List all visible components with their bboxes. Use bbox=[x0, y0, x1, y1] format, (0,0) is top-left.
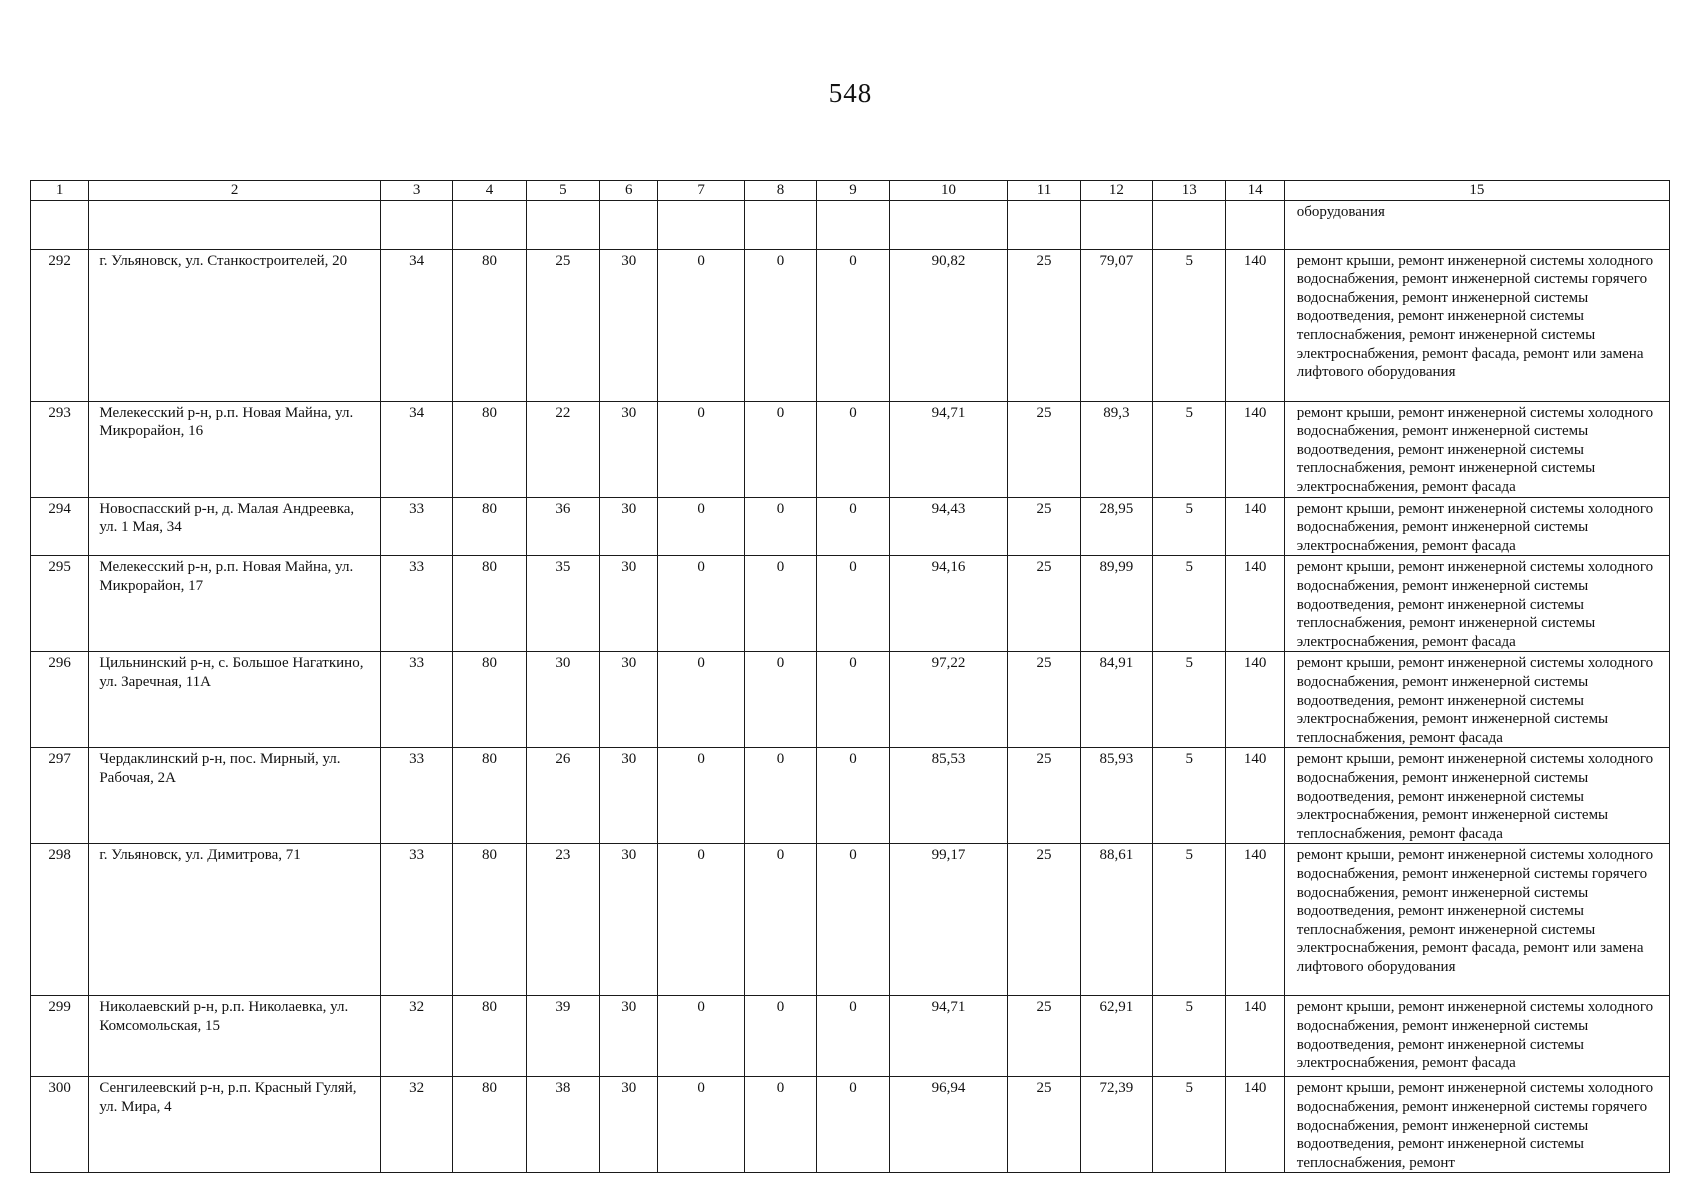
row-number: 300 bbox=[31, 1077, 89, 1173]
column-header: 4 bbox=[453, 181, 526, 201]
value-col-12: 88,61 bbox=[1080, 844, 1152, 996]
value-col-7: 0 bbox=[658, 844, 744, 996]
value-col-13: 5 bbox=[1153, 497, 1226, 556]
value-col-9: 0 bbox=[817, 1077, 889, 1173]
value-col-13: 5 bbox=[1153, 748, 1226, 844]
row-number: 298 bbox=[31, 844, 89, 996]
value-col-6: 30 bbox=[600, 844, 658, 996]
column-header: 8 bbox=[744, 181, 816, 201]
value-col-12: 72,39 bbox=[1080, 1077, 1152, 1173]
value-col-3: 32 bbox=[380, 1077, 452, 1173]
value-col-10: 94,71 bbox=[889, 996, 1008, 1077]
value-col-4: 80 bbox=[453, 996, 526, 1077]
column-header: 6 bbox=[600, 181, 658, 201]
value-col-8: 0 bbox=[744, 1077, 816, 1173]
value-col-13: 5 bbox=[1153, 996, 1226, 1077]
value-col-7: 0 bbox=[658, 556, 744, 652]
value-col-5: 23 bbox=[526, 844, 599, 996]
value-col-7: 0 bbox=[658, 996, 744, 1077]
value-col-9: 0 bbox=[817, 401, 889, 497]
value-col-6: 30 bbox=[600, 996, 658, 1077]
address: Николаевский р-н, р.п. Николаевка, ул. Комсомольская, 15 bbox=[89, 996, 381, 1077]
value-col-9: 0 bbox=[817, 652, 889, 748]
value-col-11: 25 bbox=[1008, 748, 1080, 844]
value-col-9: 0 bbox=[817, 556, 889, 652]
value-col-13: 5 bbox=[1153, 556, 1226, 652]
value-col-6: 30 bbox=[600, 748, 658, 844]
value-col-11: 25 bbox=[1008, 497, 1080, 556]
row-number: 299 bbox=[31, 996, 89, 1077]
value-col-14: 140 bbox=[1226, 401, 1284, 497]
value-col-11: 25 bbox=[1008, 249, 1080, 401]
value-col-7: 0 bbox=[658, 652, 744, 748]
value-col-11: 25 bbox=[1008, 996, 1080, 1077]
address: г. Ульяновск, ул. Димитрова, 71 bbox=[89, 844, 381, 996]
value-col-3: 33 bbox=[380, 652, 452, 748]
value-col-8: 0 bbox=[744, 996, 816, 1077]
column-number-row bbox=[31, 181, 1670, 201]
column-header: 12 bbox=[1080, 181, 1152, 201]
value-col-12: 89,99 bbox=[1080, 556, 1152, 652]
value-col-8: 0 bbox=[744, 844, 816, 996]
value-col-12: 79,07 bbox=[1080, 249, 1152, 401]
value-col-11: 25 bbox=[1008, 401, 1080, 497]
address: Чердаклинский р-н, пос. Мирный, ул. Рабочая, 2А bbox=[89, 748, 381, 844]
table-row bbox=[31, 996, 1670, 1077]
value-col-13: 5 bbox=[1153, 401, 1226, 497]
value-col-7: 0 bbox=[658, 1077, 744, 1173]
column-header: 13 bbox=[1153, 181, 1226, 201]
value-col-5: 39 bbox=[526, 996, 599, 1077]
value-col-6: 30 bbox=[600, 556, 658, 652]
value-col-7: 0 bbox=[658, 748, 744, 844]
value-col-13: 5 bbox=[1153, 652, 1226, 748]
address: Цильнинский р-н, с. Большое Нагаткино, ул. Заречная, 11А bbox=[89, 652, 381, 748]
row-number: 293 bbox=[31, 401, 89, 497]
work-types: ремонт крыши, ремонт инженерной системы холодного водоснабжения, ремонт инженерной системы водоотведения, ремонт инженерной системы теплоснабжения, ремонт инженерной системы электроснабжения, ремонт фасада bbox=[1284, 556, 1669, 652]
value-col-10: 99,17 bbox=[889, 844, 1008, 996]
value-col-9: 0 bbox=[817, 996, 889, 1077]
value-col-12: 84,91 bbox=[1080, 652, 1152, 748]
work-types: ремонт крыши, ремонт инженерной системы холодного водоснабжения, ремонт инженерной системы водоотведения, ремонт инженерной системы электроснабжения, ремонт инженерной системы теплоснабжения, ремонт фасада bbox=[1284, 748, 1669, 844]
value-col-6: 30 bbox=[600, 652, 658, 748]
value-col-7: 0 bbox=[658, 249, 744, 401]
value-col-12: 85,93 bbox=[1080, 748, 1152, 844]
value-col-13: 5 bbox=[1153, 1077, 1226, 1173]
work-types: ремонт крыши, ремонт инженерной системы холодного водоснабжения, ремонт инженерной системы электроснабжения, ремонт фасада bbox=[1284, 497, 1669, 556]
value-col-8: 0 bbox=[744, 249, 816, 401]
value-col-10: 94,43 bbox=[889, 497, 1008, 556]
value-col-8: 0 bbox=[744, 401, 816, 497]
value-col-11: 25 bbox=[1008, 844, 1080, 996]
table-row bbox=[31, 844, 1670, 996]
column-header: 10 bbox=[889, 181, 1008, 201]
value-col-4: 80 bbox=[453, 401, 526, 497]
value-col-10: 96,94 bbox=[889, 1077, 1008, 1173]
column-header: 1 bbox=[31, 181, 89, 201]
value-col-5: 36 bbox=[526, 497, 599, 556]
table-row bbox=[31, 497, 1670, 556]
work-types: ремонт крыши, ремонт инженерной системы холодного водоснабжения, ремонт инженерной системы горячего водоснабжения, ремонт инженерной системы водоотведения, ремонт инженерной системы теплоснабжения, ремонт инженерной системы электроснабжения, ремонт фасада, ремонт или замена лифтового оборудования bbox=[1284, 249, 1669, 401]
value-col-6: 30 bbox=[600, 1077, 658, 1173]
value-col-10: 85,53 bbox=[889, 748, 1008, 844]
work-types: ремонт крыши, ремонт инженерной системы холодного водоснабжения, ремонт инженерной системы водоотведения, ремонт инженерной системы электроснабжения, ремонт фасада bbox=[1284, 996, 1669, 1077]
table-row bbox=[31, 748, 1670, 844]
value-col-7: 0 bbox=[658, 401, 744, 497]
value-col-8: 0 bbox=[744, 556, 816, 652]
column-header: 2 bbox=[89, 181, 381, 201]
value-col-13: 5 bbox=[1153, 249, 1226, 401]
value-col-14: 140 bbox=[1226, 996, 1284, 1077]
value-col-14: 140 bbox=[1226, 556, 1284, 652]
value-col-8: 0 bbox=[744, 497, 816, 556]
value-col-3: 33 bbox=[380, 844, 452, 996]
value-col-9: 0 bbox=[817, 249, 889, 401]
address: Мелекесский р-н, р.п. Новая Майна, ул. Микрорайон, 16 bbox=[89, 401, 381, 497]
address: г. Ульяновск, ул. Станкостроителей, 20 bbox=[89, 249, 381, 401]
column-header: 7 bbox=[658, 181, 744, 201]
value-col-5: 26 bbox=[526, 748, 599, 844]
value-col-12: 89,3 bbox=[1080, 401, 1152, 497]
value-col-9: 0 bbox=[817, 844, 889, 996]
value-col-10: 94,71 bbox=[889, 401, 1008, 497]
value-col-4: 80 bbox=[453, 652, 526, 748]
value-col-4: 80 bbox=[453, 249, 526, 401]
value-col-9: 0 bbox=[817, 748, 889, 844]
row-number: 297 bbox=[31, 748, 89, 844]
value-col-3: 33 bbox=[380, 748, 452, 844]
value-col-5: 22 bbox=[526, 401, 599, 497]
row-number: 296 bbox=[31, 652, 89, 748]
address: Новоспасский р-н, д. Малая Андреевка, ул. 1 Мая, 34 bbox=[89, 497, 381, 556]
value-col-10: 94,16 bbox=[889, 556, 1008, 652]
value-col-12: 28,95 bbox=[1080, 497, 1152, 556]
table-row bbox=[31, 401, 1670, 497]
address: Сенгилеевский р-н, р.п. Красный Гуляй, ул. Мира, 4 bbox=[89, 1077, 381, 1173]
value-col-4: 80 bbox=[453, 497, 526, 556]
value-col-11: 25 bbox=[1008, 1077, 1080, 1173]
value-col-4: 80 bbox=[453, 748, 526, 844]
work-types: ремонт крыши, ремонт инженерной системы холодного водоснабжения, ремонт инженерной системы горячего водоснабжения, ремонт инженерной системы водоотведения, ремонт инженерной системы теплоснабжения, ремонт инженерной системы электроснабжения, ремонт фасада, ремонт или замена лифтового оборудования bbox=[1284, 844, 1669, 996]
work-types: ремонт крыши, ремонт инженерной системы холодного водоснабжения, ремонт инженерной системы водоотведения, ремонт инженерной системы теплоснабжения, ремонт инженерной системы электроснабжения, ремонт фасада bbox=[1284, 401, 1669, 497]
value-col-3: 33 bbox=[380, 497, 452, 556]
column-header: 14 bbox=[1226, 181, 1284, 201]
value-col-5: 30 bbox=[526, 652, 599, 748]
value-col-5: 35 bbox=[526, 556, 599, 652]
row-number: 294 bbox=[31, 497, 89, 556]
value-col-13: 5 bbox=[1153, 844, 1226, 996]
row-number: 292 bbox=[31, 249, 89, 401]
value-col-6: 30 bbox=[600, 249, 658, 401]
value-col-5: 38 bbox=[526, 1077, 599, 1173]
table-row bbox=[31, 249, 1670, 401]
value-col-12: 62,91 bbox=[1080, 996, 1152, 1077]
column-header: 3 bbox=[380, 181, 452, 201]
table-row bbox=[31, 556, 1670, 652]
work-types: ремонт крыши, ремонт инженерной системы холодного водоснабжения, ремонт инженерной системы водоотведения, ремонт инженерной системы электроснабжения, ремонт инженерной системы теплоснабжения, ремонт фасада bbox=[1284, 652, 1669, 748]
column-header: 11 bbox=[1008, 181, 1080, 201]
column-header: 15 bbox=[1284, 181, 1669, 201]
continuation-text: оборудования bbox=[1284, 200, 1669, 249]
table-row bbox=[31, 1077, 1670, 1173]
value-col-3: 33 bbox=[380, 556, 452, 652]
value-col-8: 0 bbox=[744, 652, 816, 748]
value-col-14: 140 bbox=[1226, 497, 1284, 556]
value-col-14: 140 bbox=[1226, 652, 1284, 748]
value-col-3: 32 bbox=[380, 996, 452, 1077]
value-col-6: 30 bbox=[600, 401, 658, 497]
value-col-11: 25 bbox=[1008, 556, 1080, 652]
column-header: 5 bbox=[526, 181, 599, 201]
value-col-10: 97,22 bbox=[889, 652, 1008, 748]
value-col-5: 25 bbox=[526, 249, 599, 401]
value-col-10: 90,82 bbox=[889, 249, 1008, 401]
value-col-14: 140 bbox=[1226, 748, 1284, 844]
work-types: ремонт крыши, ремонт инженерной системы холодного водоснабжения, ремонт инженерной системы горячего водоснабжения, ремонт инженерной системы водоотведения, ремонт инженерной системы теплоснабжения, ремонт bbox=[1284, 1077, 1669, 1173]
value-col-8: 0 bbox=[744, 748, 816, 844]
repair-program-table bbox=[30, 180, 1670, 1173]
page-number: 548 bbox=[828, 78, 873, 108]
table-row bbox=[31, 652, 1670, 748]
value-col-6: 30 bbox=[600, 497, 658, 556]
value-col-4: 80 bbox=[453, 556, 526, 652]
value-col-14: 140 bbox=[1226, 1077, 1284, 1173]
row-number: 295 bbox=[31, 556, 89, 652]
continuation-row bbox=[31, 200, 1670, 249]
column-header: 9 bbox=[817, 181, 889, 201]
value-col-3: 34 bbox=[380, 401, 452, 497]
value-col-7: 0 bbox=[658, 497, 744, 556]
value-col-4: 80 bbox=[453, 1077, 526, 1173]
value-col-14: 140 bbox=[1226, 844, 1284, 996]
value-col-11: 25 bbox=[1008, 652, 1080, 748]
value-col-14: 140 bbox=[1226, 249, 1284, 401]
value-col-4: 80 bbox=[453, 844, 526, 996]
address: Мелекесский р-н, р.п. Новая Майна, ул. Микрорайон, 17 bbox=[89, 556, 381, 652]
value-col-9: 0 bbox=[817, 497, 889, 556]
value-col-3: 34 bbox=[380, 249, 452, 401]
